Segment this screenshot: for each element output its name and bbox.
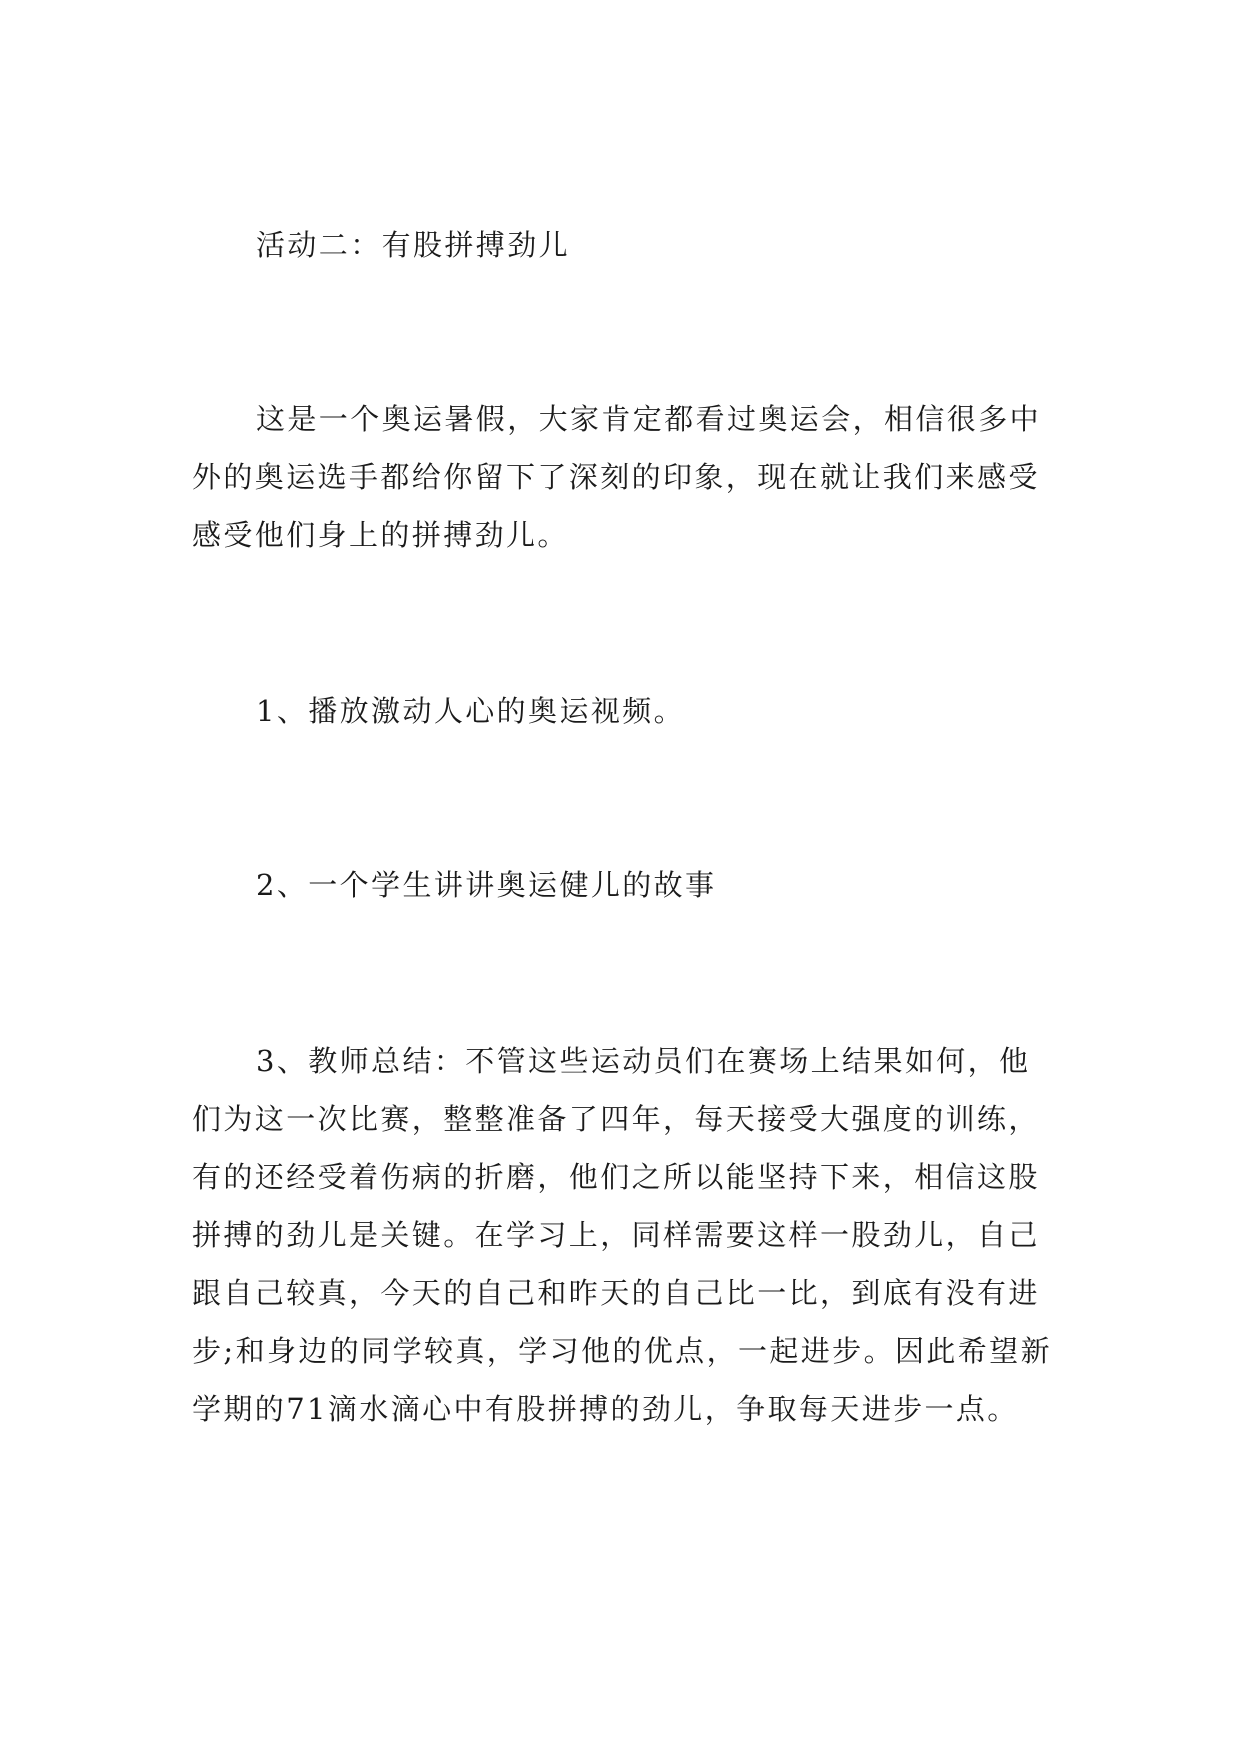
list-item-1: 1、播放激动人心的奥运视频。 bbox=[256, 694, 686, 728]
list-item-3: 3、教师总结：不管这些运动员们在赛场上结果如何，他们为这一次比赛，整整准备了四年，每天接受大强度的训练，有的还经受着伤病的折磨，他们之所以能坚持下来，相信这股拼搏的劲儿是关键。在学习上，同样需要这样一股劲儿，自己跟自己较真，今天的自己和昨天的自己比一比，到底有没有进步;和身边的同学较真，学习他的优点，一起进步。因此希望新学期的71滴水滴心中有股拼搏的劲儿，争取每天进步一点。 bbox=[192, 1044, 1052, 1426]
intro-paragraph: 这是一个奥运暑假，大家肯定都看过奥运会，相信很多中外的奥运选手都给你留下了深刻的印象，现在就让我们来感受感受他们身上的拼搏劲儿。 bbox=[192, 402, 1042, 552]
list-item-2: 2、一个学生讲讲奥运健儿的故事 bbox=[256, 868, 717, 902]
section-heading: 活动二：有股拼搏劲儿 bbox=[256, 228, 571, 262]
